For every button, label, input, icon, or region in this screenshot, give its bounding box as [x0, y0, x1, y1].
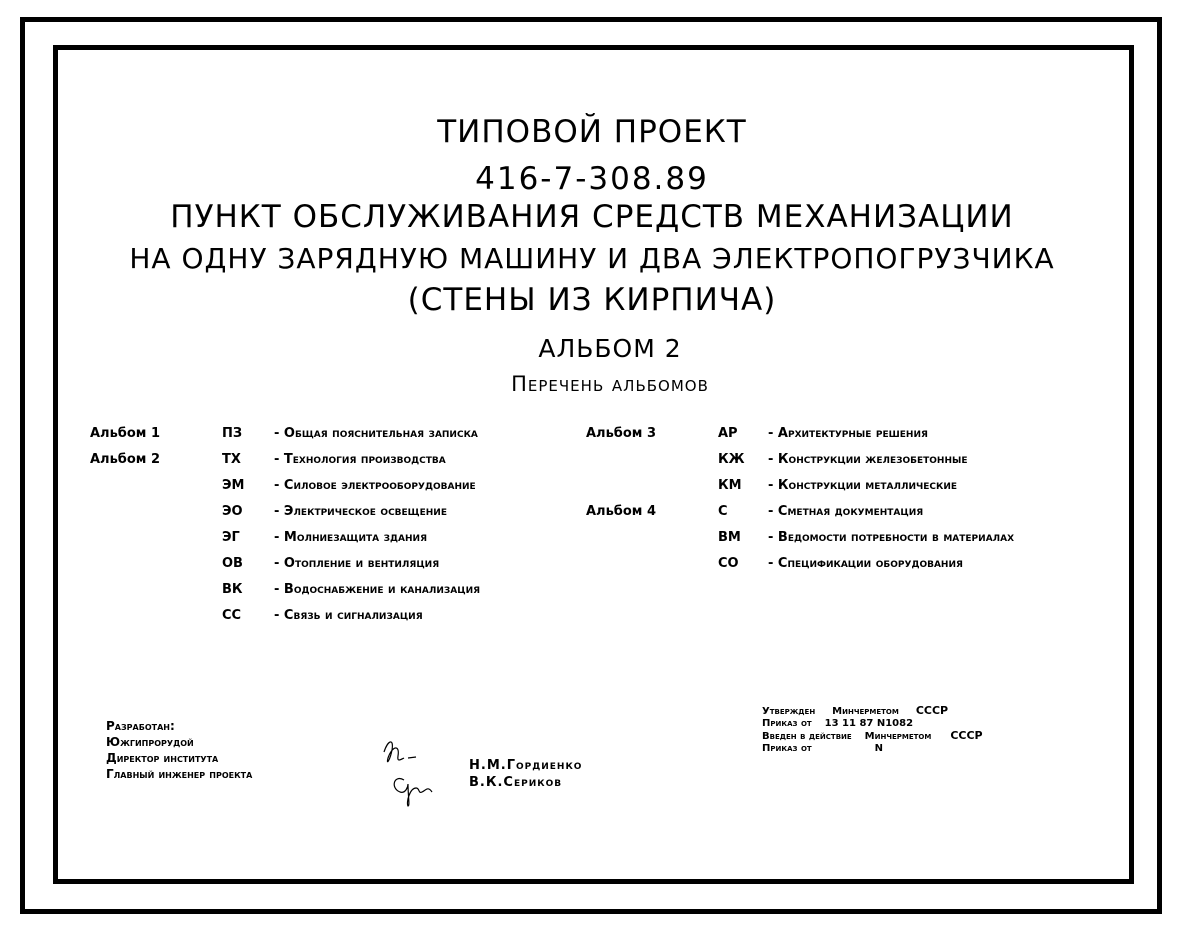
- title-line-3: ПУНКТ ОБСЛУЖИВАНИЯ СРЕДСТВ МЕХАНИЗАЦИИ: [170, 199, 1014, 235]
- list-item: - Электрическое освещение: [274, 504, 447, 519]
- albums-right-col-code: [718, 426, 745, 582]
- list-item: - Молниезащита здания: [274, 530, 428, 545]
- approval-block: [762, 705, 983, 755]
- approved-country: СССР: [915, 704, 949, 717]
- approval-row: [762, 705, 983, 718]
- developer-block: [106, 718, 252, 782]
- list-item: Альбом 1: [90, 426, 161, 441]
- list-item: ЭМ: [222, 478, 245, 493]
- list-item: ВК: [222, 582, 243, 597]
- list-item: ПЗ: [222, 426, 243, 441]
- chief-engineer-name: В.К.Сериков: [469, 775, 563, 790]
- signature-dash: [408, 757, 416, 758]
- approved-by: Минчерметом: [832, 706, 899, 717]
- list-item: ВМ: [718, 530, 741, 545]
- albums-right-col-desc: [768, 426, 1014, 582]
- list-item: С: [718, 504, 728, 519]
- list-item: ОВ: [222, 556, 243, 571]
- order2-row: [762, 743, 983, 755]
- list-item: КМ: [718, 478, 742, 493]
- list-item: - Отопление и вентиляция: [274, 556, 440, 571]
- list-item: - Архитектурные решения: [768, 426, 928, 441]
- introduced-label: Введен в действие: [762, 731, 852, 742]
- developer-org: Южгипрорудой: [106, 735, 194, 749]
- albums-left-col-album: [90, 426, 160, 478]
- list-item: - Конструкции железобетонные: [768, 452, 968, 467]
- list-item: - Сметная документация: [768, 504, 924, 519]
- list-item: - Спецификации оборудования: [768, 556, 963, 571]
- list-item: - Конструкции металлические: [768, 478, 958, 493]
- approved-label: Утвержден: [762, 706, 816, 717]
- introduced-by: Минчерметом: [864, 731, 932, 742]
- developer-names: [469, 757, 582, 791]
- title-line-4: НА ОДНУ ЗАРЯДНУЮ МАШИНУ И ДВА ЭЛЕКТРОПОГРУЗЧИКА: [129, 242, 1055, 275]
- order1-value: 13 11 87 N1082: [824, 718, 914, 729]
- albums-left-col-desc: [274, 426, 480, 634]
- list-item: - Технология производства: [274, 452, 446, 467]
- signatures-image: [378, 736, 468, 808]
- albums-left-col-code: [222, 426, 244, 634]
- list-item: Альбом 2: [90, 452, 161, 467]
- introduced-country: СССР: [950, 729, 983, 742]
- list-item: ЭО: [222, 504, 243, 519]
- list-item: ЭГ: [222, 530, 240, 545]
- albums-list-heading: Перечень альбомов: [511, 372, 709, 396]
- introduced-row: [762, 730, 983, 743]
- director-name: Н.М.Гордиенко: [469, 758, 583, 773]
- list-item: КЖ: [718, 452, 745, 467]
- signature-director: [384, 742, 404, 762]
- chief-engineer-title: Главный инженер проекта: [106, 767, 253, 781]
- list-item: - Силовое электрооборудование: [274, 478, 476, 493]
- list-item: - Водоснабжение и канализация: [274, 582, 481, 597]
- title-line-5: (СТЕНЫ ИЗ КИРПИЧА): [407, 282, 777, 318]
- director-title: Директор института: [106, 751, 219, 765]
- order2-value: N: [874, 743, 884, 754]
- list-item: ТХ: [222, 452, 241, 467]
- album-number: АЛЬБОМ 2: [538, 334, 682, 363]
- list-item: Альбом 4: [586, 504, 657, 519]
- title-line-1: ТИПОВОЙ ПРОЕКТ: [437, 114, 747, 150]
- list-item: - Связь и сигнализация: [274, 608, 423, 623]
- signature-chief-engineer: [394, 779, 432, 806]
- project-number: 416-7-308.89: [475, 161, 709, 197]
- albums-right-col-album: [586, 426, 656, 530]
- list-item: СС: [222, 608, 242, 623]
- list-item: - Ведомости потребности в материалах: [768, 530, 1015, 545]
- list-item: Альбом 3: [586, 426, 657, 441]
- order1-label: Приказ от: [762, 718, 812, 729]
- list-item: СО: [718, 556, 739, 571]
- developed-by-label: Разработан:: [106, 719, 175, 733]
- list-item: - Общая пояснительная записка: [274, 426, 478, 441]
- order2-label: Приказ от: [762, 743, 812, 754]
- list-item: АР: [718, 426, 738, 441]
